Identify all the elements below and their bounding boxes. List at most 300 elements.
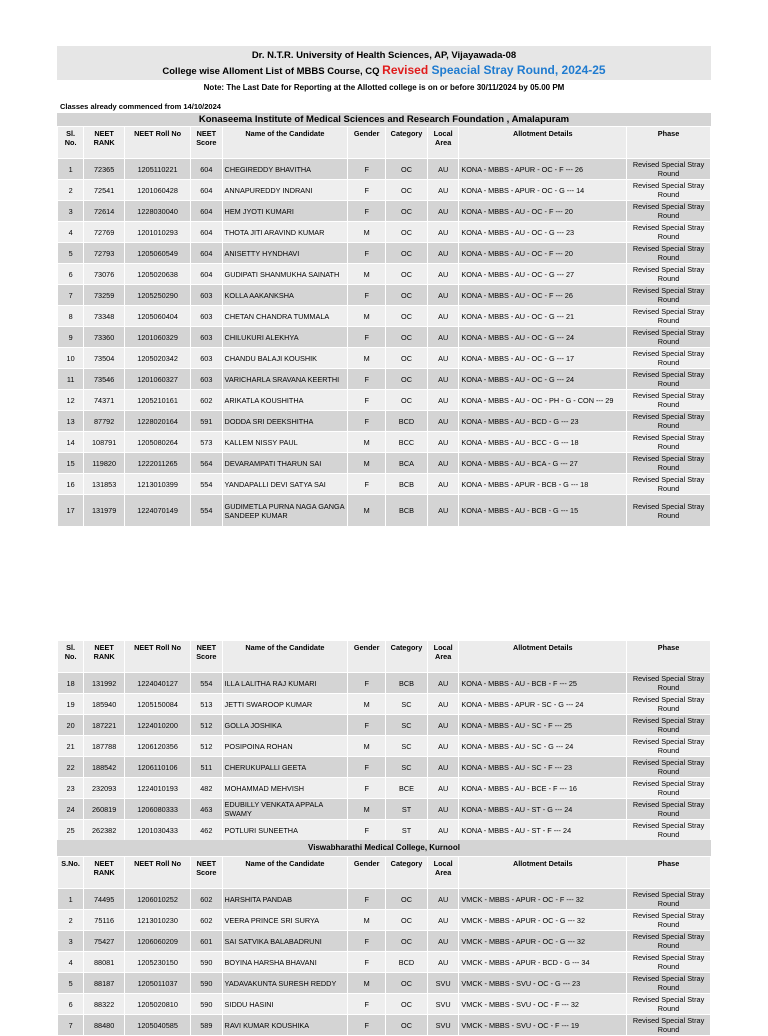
cell-neet-rank: 88480 <box>84 1015 125 1036</box>
cell-gender: F <box>348 889 386 910</box>
cell-allotment-details: KONA - MBBS - AU - BCC - G --- 18 <box>459 432 627 453</box>
cell-allotment-details: KONA - MBBS - AU - SC - F --- 23 <box>459 757 627 778</box>
cell-sl-no: 24 <box>58 799 84 820</box>
cell-candidate-name: ARIKATLA KOUSHITHA <box>222 390 348 411</box>
cell-neet-roll-no: 1205020810 <box>125 994 191 1015</box>
cell-neet-rank: 72793 <box>84 243 125 264</box>
cell-allotment-details: KONA - MBBS - AU - BCB - F --- 25 <box>459 673 627 694</box>
allotment-table-3 <box>57 856 711 1036</box>
column-header-gender: Gender <box>348 641 386 673</box>
column-header-category: Category <box>386 641 428 673</box>
column-header-neet-rank: NEET RANK <box>84 127 125 159</box>
cell-candidate-name: DODDA SRI DEEKSHITHA <box>222 411 348 432</box>
cell-gender: M <box>348 453 386 474</box>
cell-neet-roll-no: 1205020638 <box>125 264 191 285</box>
cell-candidate-name: SIDDU HASINI <box>222 994 348 1015</box>
cell-neet-score: 463 <box>191 799 222 820</box>
cell-neet-rank: 73076 <box>84 264 125 285</box>
cell-local-area: AU <box>427 180 458 201</box>
column-header-sl-no: Sl. No. <box>58 127 84 159</box>
cell-neet-roll-no: 1205150084 <box>125 694 191 715</box>
column-header-neet-roll-no: NEET Roll No <box>125 857 191 889</box>
cell-candidate-name: YADAVAKUNTA SURESH REDDY <box>222 973 348 994</box>
cell-neet-roll-no: 1224070149 <box>125 495 191 527</box>
cell-allotment-details: KONA - MBBS - AU - OC - PH - G - CON --- 29 <box>459 390 627 411</box>
cell-local-area: AU <box>427 306 458 327</box>
cell-allotment-details: VMCK - MBBS - APUR - OC - F --- 32 <box>459 889 627 910</box>
table-row <box>58 952 711 973</box>
cell-neet-score: 602 <box>191 889 222 910</box>
cell-sl-no: 9 <box>58 327 84 348</box>
table-row <box>58 673 711 694</box>
cell-neet-rank: 73259 <box>84 285 125 306</box>
cell-local-area: AU <box>427 159 458 180</box>
cell-candidate-name: RAVI KUMAR KOUSHIKA <box>222 1015 348 1036</box>
cell-phase: Revised Special Stray Round <box>627 820 711 841</box>
table-row <box>58 243 711 264</box>
cell-local-area: SVU <box>427 973 458 994</box>
cell-gender: M <box>348 694 386 715</box>
cell-neet-roll-no: 1201060428 <box>125 180 191 201</box>
table-row <box>58 411 711 432</box>
cell-neet-score: 604 <box>191 264 222 285</box>
cell-neet-score: 554 <box>191 673 222 694</box>
cell-neet-score: 601 <box>191 931 222 952</box>
cell-neet-score: 602 <box>191 910 222 931</box>
cell-category: OC <box>386 1015 428 1036</box>
cell-neet-score: 554 <box>191 474 222 495</box>
cell-neet-rank: 73504 <box>84 348 125 369</box>
cell-gender: F <box>348 952 386 973</box>
cell-sl-no: 7 <box>58 285 84 306</box>
cell-neet-roll-no: 1224010193 <box>125 778 191 799</box>
cell-sl-no: 10 <box>58 348 84 369</box>
cell-allotment-details: KONA - MBBS - AU - BCA - G --- 27 <box>459 453 627 474</box>
cell-neet-roll-no: 1201010293 <box>125 222 191 243</box>
cell-phase: Revised Special Stray Round <box>627 180 711 201</box>
cell-local-area: AU <box>427 285 458 306</box>
cell-local-area: AU <box>427 474 458 495</box>
cell-candidate-name: THOTA JITI ARAVIND KUMAR <box>222 222 348 243</box>
cell-gender: M <box>348 348 386 369</box>
cell-neet-roll-no: 1206110106 <box>125 757 191 778</box>
cell-sl-no: 4 <box>58 222 84 243</box>
column-header-category: Category <box>386 127 428 159</box>
cell-sl-no: 4 <box>58 952 84 973</box>
cell-candidate-name: EDUBILLY VENKATA APPALA SWAMY <box>222 799 348 820</box>
cell-local-area: AU <box>427 369 458 390</box>
cell-candidate-name: CHILUKURI ALEKHYA <box>222 327 348 348</box>
column-header-local-area: Local Area <box>427 641 458 673</box>
cell-neet-rank: 88322 <box>84 994 125 1015</box>
cell-gender: F <box>348 778 386 799</box>
cell-neet-score: 512 <box>191 736 222 757</box>
cell-category: OC <box>386 994 428 1015</box>
cell-gender: F <box>348 994 386 1015</box>
table-row <box>58 715 711 736</box>
cell-gender: F <box>348 931 386 952</box>
cell-allotment-details: VMCK - MBBS - APUR - OC - G --- 32 <box>459 910 627 931</box>
cell-allotment-details: KONA - MBBS - AU - ST - G --- 24 <box>459 799 627 820</box>
cell-neet-rank: 187221 <box>84 715 125 736</box>
cell-neet-roll-no: 1205080264 <box>125 432 191 453</box>
table-row <box>58 799 711 820</box>
cell-allotment-details: KONA - MBBS - AU - BCB - G --- 15 <box>459 495 627 527</box>
cell-candidate-name: SAI SATVIKA BALABADRUNI <box>222 931 348 952</box>
allotment-table-1 <box>57 126 711 527</box>
cell-sl-no: 5 <box>58 243 84 264</box>
table-row <box>58 285 711 306</box>
cell-candidate-name: BOYINA HARSHA BHAVANI <box>222 952 348 973</box>
cell-neet-score: 604 <box>191 243 222 264</box>
column-header-neet-score: NEET Score <box>191 857 222 889</box>
cell-neet-score: 590 <box>191 994 222 1015</box>
cell-neet-rank: 72614 <box>84 201 125 222</box>
cell-category: SC <box>386 715 428 736</box>
column-header-neet-rank: NEET RANK <box>84 857 125 889</box>
column-header-category: Category <box>386 857 428 889</box>
cell-allotment-details: KONA - MBBS - AU - OC - G --- 17 <box>459 348 627 369</box>
cell-phase: Revised Special Stray Round <box>627 973 711 994</box>
cell-candidate-name: ILLA LALITHA RAJ KUMARI <box>222 673 348 694</box>
cell-gender: F <box>348 1015 386 1036</box>
cell-neet-score: 603 <box>191 348 222 369</box>
cell-gender: F <box>348 390 386 411</box>
cell-category: ST <box>386 799 428 820</box>
cell-neet-rank: 73546 <box>84 369 125 390</box>
cell-neet-rank: 74371 <box>84 390 125 411</box>
cell-local-area: AU <box>427 931 458 952</box>
table-header-row <box>58 857 711 889</box>
cell-local-area: SVU <box>427 994 458 1015</box>
cell-neet-roll-no: 1205060404 <box>125 306 191 327</box>
column-header-gender: Gender <box>348 127 386 159</box>
cell-neet-roll-no: 1228020164 <box>125 411 191 432</box>
cell-candidate-name: VARICHARLA SRAVANA KEERTHI <box>222 369 348 390</box>
cell-neet-roll-no: 1205011037 <box>125 973 191 994</box>
table-row <box>58 757 711 778</box>
cell-neet-rank: 131992 <box>84 673 125 694</box>
cell-neet-score: 602 <box>191 390 222 411</box>
cell-category: BCD <box>386 411 428 432</box>
cell-neet-rank: 74495 <box>84 889 125 910</box>
cell-gender: F <box>348 715 386 736</box>
cell-gender: M <box>348 736 386 757</box>
cell-neet-score: 603 <box>191 327 222 348</box>
cell-neet-score: 603 <box>191 369 222 390</box>
cell-category: ST <box>386 820 428 841</box>
table-row <box>58 1015 711 1036</box>
college-name-konaseema: Konaseema Institute of Medical Sciences and Research Foundation , Amalapuram <box>57 113 711 126</box>
cell-gender: M <box>348 222 386 243</box>
column-header-sl-no: Sl. No. <box>58 641 84 673</box>
cell-phase: Revised Special Stray Round <box>627 243 711 264</box>
table-row <box>58 694 711 715</box>
column-header-neet-score: NEET Score <box>191 127 222 159</box>
cell-category: OC <box>386 222 428 243</box>
cell-category: OC <box>386 369 428 390</box>
table-row <box>58 432 711 453</box>
table-row <box>58 889 711 910</box>
cell-neet-rank: 188542 <box>84 757 125 778</box>
cell-candidate-name: JETTI SWAROOP KUMAR <box>222 694 348 715</box>
cell-local-area: AU <box>427 411 458 432</box>
column-header-phase: Phase <box>627 857 711 889</box>
cell-neet-rank: 262382 <box>84 820 125 841</box>
cell-local-area: AU <box>427 348 458 369</box>
cell-neet-roll-no: 1205060549 <box>125 243 191 264</box>
cell-neet-score: 554 <box>191 495 222 527</box>
cell-gender: F <box>348 285 386 306</box>
cell-phase: Revised Special Stray Round <box>627 453 711 474</box>
cell-sl-no: 15 <box>58 453 84 474</box>
column-header-sl-no: S.No. <box>58 857 84 889</box>
cell-phase: Revised Special Stray Round <box>627 778 711 799</box>
cell-phase: Revised Special Stray Round <box>627 1015 711 1036</box>
cell-category: OC <box>386 159 428 180</box>
cell-phase: Revised Special Stray Round <box>627 264 711 285</box>
cell-neet-score: 482 <box>191 778 222 799</box>
cell-category: BCE <box>386 778 428 799</box>
cell-phase: Revised Special Stray Round <box>627 736 711 757</box>
cell-neet-roll-no: 1224010200 <box>125 715 191 736</box>
round-label: Speacial Stray Round, 2024-25 <box>428 63 606 77</box>
cell-candidate-name: ANNAPUREDDY INDRANI <box>222 180 348 201</box>
cell-allotment-details: VMCK - MBBS - SVU - OC - F --- 32 <box>459 994 627 1015</box>
column-header-allotment-details: Allotment Details <box>459 127 627 159</box>
cell-gender: F <box>348 243 386 264</box>
column-header-phase: Phase <box>627 127 711 159</box>
cell-neet-score: 603 <box>191 285 222 306</box>
cell-phase: Revised Special Stray Round <box>627 432 711 453</box>
cell-sl-no: 22 <box>58 757 84 778</box>
cell-category: OC <box>386 285 428 306</box>
cell-allotment-details: KONA - MBBS - AU - OC - G --- 24 <box>459 327 627 348</box>
cell-allotment-details: KONA - MBBS - APUR - OC - F --- 26 <box>459 159 627 180</box>
table-row <box>58 222 711 243</box>
cell-sl-no: 23 <box>58 778 84 799</box>
cell-category: BCC <box>386 432 428 453</box>
cell-candidate-name: VEERA PRINCE SRI SURYA <box>222 910 348 931</box>
cell-phase: Revised Special Stray Round <box>627 222 711 243</box>
cell-neet-rank: 73348 <box>84 306 125 327</box>
cell-neet-roll-no: 1228030040 <box>125 201 191 222</box>
cell-category: OC <box>386 973 428 994</box>
cell-candidate-name: GOLLA JOSHIKA <box>222 715 348 736</box>
cell-category: SC <box>386 694 428 715</box>
cell-neet-score: 589 <box>191 1015 222 1036</box>
table-row <box>58 495 711 527</box>
cell-local-area: AU <box>427 222 458 243</box>
cell-neet-rank: 108791 <box>84 432 125 453</box>
cell-candidate-name: CHERUKUPALLI GEETA <box>222 757 348 778</box>
cell-sl-no: 5 <box>58 973 84 994</box>
cell-phase: Revised Special Stray Round <box>627 474 711 495</box>
cell-gender: F <box>348 201 386 222</box>
cell-local-area: AU <box>427 715 458 736</box>
cell-category: BCB <box>386 474 428 495</box>
cell-sl-no: 21 <box>58 736 84 757</box>
cell-phase: Revised Special Stray Round <box>627 411 711 432</box>
cell-neet-roll-no: 1206010252 <box>125 889 191 910</box>
cell-sl-no: 1 <box>58 889 84 910</box>
cell-neet-rank: 72365 <box>84 159 125 180</box>
cell-allotment-details: KONA - MBBS - AU - OC - G --- 24 <box>459 369 627 390</box>
cell-allotment-details: VMCK - MBBS - APUR - BCD - G --- 34 <box>459 952 627 973</box>
cell-neet-score: 564 <box>191 453 222 474</box>
cell-phase: Revised Special Stray Round <box>627 285 711 306</box>
table-row <box>58 736 711 757</box>
cell-allotment-details: KONA - MBBS - AU - OC - F --- 20 <box>459 243 627 264</box>
cell-local-area: AU <box>427 694 458 715</box>
table-row <box>58 201 711 222</box>
cell-category: OC <box>386 201 428 222</box>
cell-candidate-name: CHANDU BALAJI KOUSHIK <box>222 348 348 369</box>
cell-neet-score: 604 <box>191 201 222 222</box>
cell-neet-roll-no: 1206060209 <box>125 931 191 952</box>
cell-local-area: AU <box>427 889 458 910</box>
cell-category: OC <box>386 931 428 952</box>
column-header-local-area: Local Area <box>427 127 458 159</box>
cell-phase: Revised Special Stray Round <box>627 994 711 1015</box>
cell-neet-rank: 88187 <box>84 973 125 994</box>
cell-allotment-details: KONA - MBBS - AU - BCE - F --- 16 <box>459 778 627 799</box>
cell-category: OC <box>386 348 428 369</box>
cell-sl-no: 12 <box>58 390 84 411</box>
cell-candidate-name: GUDIPATI SHANMUKHA SAINATH <box>222 264 348 285</box>
cell-neet-roll-no: 1213010399 <box>125 474 191 495</box>
cell-phase: Revised Special Stray Round <box>627 931 711 952</box>
cell-allotment-details: VMCK - MBBS - APUR - OC - G --- 32 <box>459 931 627 952</box>
cell-candidate-name: GUDIMETLA PURNA NAGA GANGA SANDEEP KUMAR <box>222 495 348 527</box>
cell-local-area: AU <box>427 327 458 348</box>
cell-neet-rank: 131979 <box>84 495 125 527</box>
column-header-neet-roll-no: NEET Roll No <box>125 127 191 159</box>
cell-sl-no: 1 <box>58 159 84 180</box>
column-header-candidate-name: Name of the Candidate <box>222 857 348 889</box>
column-header-neet-score: NEET Score <box>191 641 222 673</box>
cell-gender: M <box>348 432 386 453</box>
cell-allotment-details: KONA - MBBS - APUR - BCB - G --- 18 <box>459 474 627 495</box>
cell-phase: Revised Special Stray Round <box>627 306 711 327</box>
cell-neet-score: 604 <box>191 159 222 180</box>
cell-allotment-details: KONA - MBBS - AU - BCD - G --- 23 <box>459 411 627 432</box>
cell-neet-roll-no: 1205210161 <box>125 390 191 411</box>
cell-category: SC <box>386 757 428 778</box>
cell-neet-rank: 87792 <box>84 411 125 432</box>
cell-neet-roll-no: 1205040585 <box>125 1015 191 1036</box>
cell-neet-rank: 131853 <box>84 474 125 495</box>
cell-sl-no: 2 <box>58 910 84 931</box>
cell-neet-rank: 185940 <box>84 694 125 715</box>
cell-neet-score: 604 <box>191 222 222 243</box>
cell-neet-rank: 119820 <box>84 453 125 474</box>
column-header-allotment-details: Allotment Details <box>459 857 627 889</box>
cell-neet-rank: 232093 <box>84 778 125 799</box>
cell-category: OC <box>386 889 428 910</box>
cell-neet-roll-no: 1206080333 <box>125 799 191 820</box>
cell-candidate-name: YANDAPALLI DEVI SATYA SAI <box>222 474 348 495</box>
cell-neet-score: 462 <box>191 820 222 841</box>
round-title <box>57 63 711 77</box>
allotment-table-2 <box>57 640 711 841</box>
cell-gender: M <box>348 306 386 327</box>
cell-local-area: AU <box>427 243 458 264</box>
cell-local-area: AU <box>427 201 458 222</box>
revised-label: Revised <box>382 63 429 77</box>
cell-neet-roll-no: 1201060329 <box>125 327 191 348</box>
cell-sl-no: 3 <box>58 201 84 222</box>
cell-phase: Revised Special Stray Round <box>627 910 711 931</box>
cell-local-area: AU <box>427 778 458 799</box>
cell-allotment-details: KONA - MBBS - AU - OC - G --- 21 <box>459 306 627 327</box>
cell-candidate-name: KALLEM NISSY PAUL <box>222 432 348 453</box>
round-title-prefix: College wise Alloment List of MBBS Course, CQ <box>162 66 383 77</box>
cell-gender: F <box>348 474 386 495</box>
cell-sl-no: 20 <box>58 715 84 736</box>
cell-category: SC <box>386 736 428 757</box>
cell-neet-rank: 73360 <box>84 327 125 348</box>
column-header-local-area: Local Area <box>427 857 458 889</box>
cell-neet-roll-no: 1213010230 <box>125 910 191 931</box>
cell-gender: F <box>348 411 386 432</box>
cell-neet-rank: 260819 <box>84 799 125 820</box>
table-header-row <box>58 641 711 673</box>
cell-neet-rank: 75116 <box>84 910 125 931</box>
table-row <box>58 180 711 201</box>
cell-allotment-details: KONA - MBBS - AU - SC - F --- 25 <box>459 715 627 736</box>
cell-category: OC <box>386 180 428 201</box>
table-row <box>58 159 711 180</box>
table-row <box>58 306 711 327</box>
cell-sl-no: 8 <box>58 306 84 327</box>
cell-candidate-name: POSIPOINA ROHAN <box>222 736 348 757</box>
cell-candidate-name: DEVARAMPATI THARUN SAI <box>222 453 348 474</box>
cell-local-area: AU <box>427 673 458 694</box>
cell-phase: Revised Special Stray Round <box>627 952 711 973</box>
cell-phase: Revised Special Stray Round <box>627 369 711 390</box>
cell-category: OC <box>386 910 428 931</box>
cell-category: OC <box>386 327 428 348</box>
cell-phase: Revised Special Stray Round <box>627 889 711 910</box>
table-row <box>58 931 711 952</box>
cell-gender: M <box>348 910 386 931</box>
reporting-note: Note: The Last Date for Reporting at the Allotted college is on or before 30/11/2024 by 05.00 PM <box>203 83 565 92</box>
cell-local-area: AU <box>427 757 458 778</box>
cell-sl-no: 2 <box>58 180 84 201</box>
classes-commenced-note: Classes already commenced from 14/10/2024 <box>60 102 221 111</box>
table-row <box>58 994 711 1015</box>
cell-neet-roll-no: 1205250290 <box>125 285 191 306</box>
cell-phase: Revised Special Stray Round <box>627 201 711 222</box>
cell-phase: Revised Special Stray Round <box>627 348 711 369</box>
document-header <box>57 46 711 80</box>
column-header-candidate-name: Name of the Candidate <box>222 641 348 673</box>
cell-local-area: AU <box>427 264 458 285</box>
cell-neet-score: 591 <box>191 411 222 432</box>
cell-sl-no: 25 <box>58 820 84 841</box>
column-header-gender: Gender <box>348 857 386 889</box>
cell-local-area: AU <box>427 453 458 474</box>
cell-candidate-name: CHEGIREDDY BHAVITHA <box>222 159 348 180</box>
cell-neet-rank: 75427 <box>84 931 125 952</box>
cell-allotment-details: KONA - MBBS - AU - OC - F --- 26 <box>459 285 627 306</box>
cell-phase: Revised Special Stray Round <box>627 495 711 527</box>
table-row <box>58 910 711 931</box>
cell-phase: Revised Special Stray Round <box>627 673 711 694</box>
table-row <box>58 453 711 474</box>
cell-phase: Revised Special Stray Round <box>627 694 711 715</box>
